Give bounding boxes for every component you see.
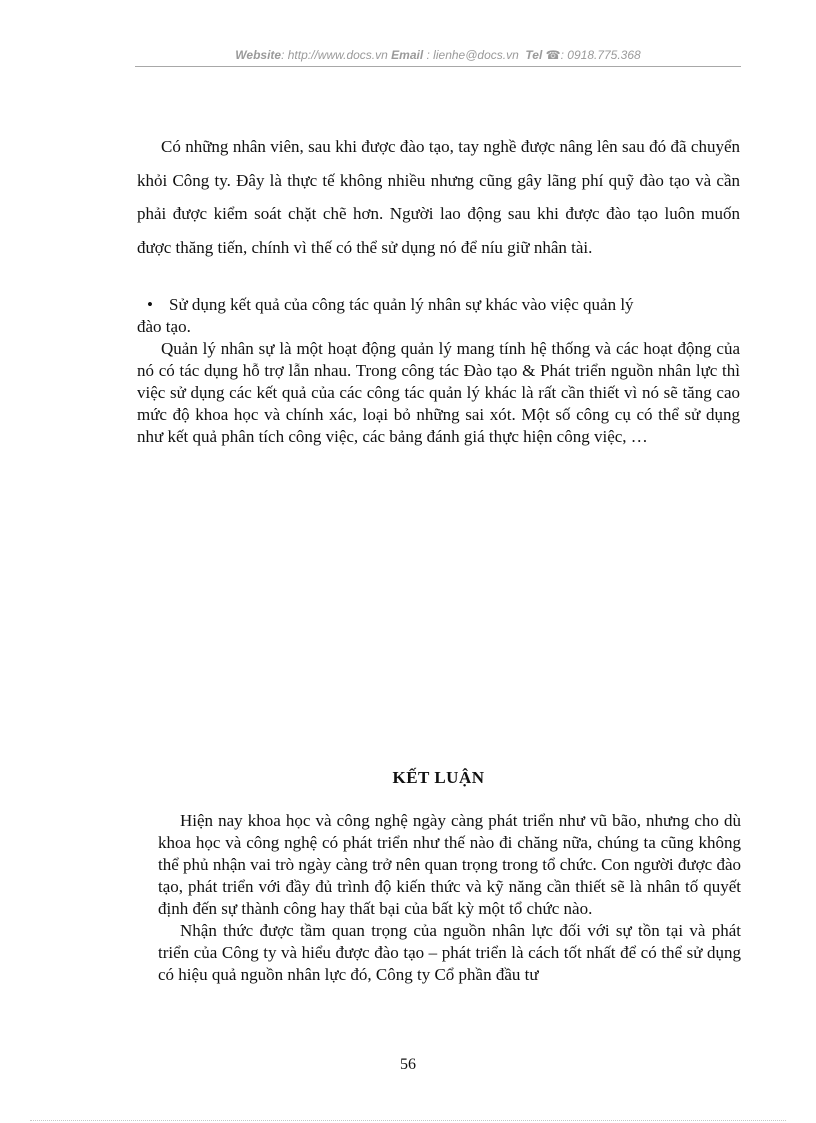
conclusion-paragraph-1: Hiện nay khoa học và công nghệ ngày càng phát triển như vũ bão, nhưng cho dù khoa học và công nghệ có phát triển như thế nào đi chăng nữa, chúng ta cũng không thể phủ nhận vai trò ngày càng trở nên quan trọng trong tổ chức. Con người được đào tạo, phát triển với đầy đủ trình độ kiến thức và kỹ năng cần thiết sẽ là nhân tố quyết định đến sự thành công hay thất bại của bất kỳ một tổ chức nào. (158, 811, 741, 918)
bullet-text: Sử dụng kết quả của công tác quản lý nhân sự khác vào việc quản lý (169, 295, 634, 314)
retention-paragraph: Có những nhân viên, sau khi được đào tạo, tay nghề được nâng lên sau đó đã chuyển khỏi Công ty. Đây là thực tế không nhiều nhưng cũng gây lãng phí quỹ đào tạo và cần phải được kiểm soát chặt chẽ hơn. Người lao động sau khi được đào tạo luôn muốn được thăng tiến, chính vì thế có thể sử dụng nó để níu giữ nhân tài. (137, 137, 740, 257)
website-label: Website (235, 48, 282, 62)
retention-section (137, 130, 740, 264)
page-number: 56 (400, 1056, 416, 1073)
bullet-icon: • (147, 295, 153, 314)
conclusion-heading: KẾT LUẬN (392, 768, 485, 787)
bullet-item (137, 294, 740, 316)
footer-divider (30, 1120, 786, 1121)
header-divider (135, 66, 741, 67)
email-label: Email (391, 48, 424, 62)
email-value[interactable]: : lienhe@docs.vn (426, 48, 519, 62)
website-value[interactable]: : http://www.docs.vn (281, 48, 388, 62)
tel-label: Tel (525, 48, 543, 62)
hr-results-section (137, 294, 740, 448)
bullet-continuation: đào tạo. (137, 317, 191, 336)
page-header (135, 48, 741, 62)
conclusion-section (158, 810, 741, 986)
hr-management-paragraph: Quản lý nhân sự là một hoạt động quản lý mang tính hệ thống và các hoạt động của nó có tác dụng hỗ trợ lẫn nhau. Trong công tác Đào tạo & Phát triển nguồn nhân lực thì việc sử dụng các kết quả của các công tác quản lý khác là rất cần thiết vì nó sẽ tăng cao mức độ khoa học và chính xác, loại bỏ những sai xót. Một số công cụ có thể sử dụng như kết quả phân tích công việc, các bảng đánh giá thực hiện công việc, … (137, 339, 740, 446)
phone-icon: ☎ (545, 48, 561, 62)
tel-value: : 0918.775.368 (560, 48, 641, 62)
conclusion-paragraph-2: Nhận thức được tầm quan trọng của nguồn nhân lực đối với sự tồn tại và phát triển của Công ty và hiểu được đào tạo – phát triển là cách tốt nhất để có thể sử dụng có hiệu quả nguồn nhân lực đó, Công ty Cổ phần đầu tư (158, 921, 741, 984)
